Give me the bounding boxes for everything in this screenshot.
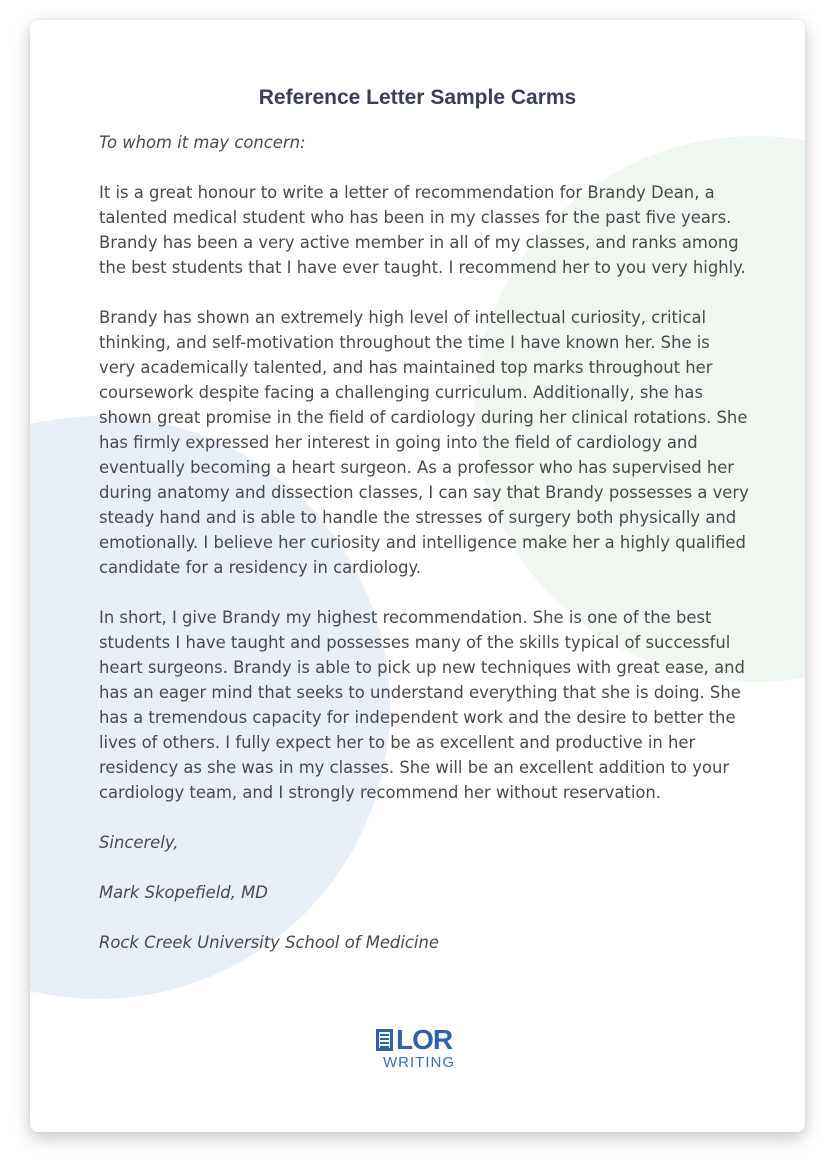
signer-institution: Rock Creek University School of Medicine: [99, 933, 439, 952]
salutation: To whom it may concern:: [99, 133, 306, 152]
logo-word: LOR: [396, 1024, 453, 1055]
logo-subtitle: WRITING: [383, 1054, 455, 1071]
letter-page: [30, 20, 805, 1132]
document-icon: [376, 1029, 393, 1051]
paragraph-1: It is a great honour to write a letter of recommendation for Brandy Dean, a talented medical student who has been in my classes for the past five years. Brandy has been a very active member in all of my classes, and ranks among the best students that I have ever taught. I recommend her to you very highly.: [99, 183, 746, 277]
paragraph-3: In short, I give Brandy my highest recommendation. She is one of the best students I have taught and possesses many of the skills typical of successful heart surgeons. Brandy is able to pick up new techniques with great ease, and has an eager mind that seeks to understand everything that she is doing. She has a tremendous capacity for independent work and the desire to better the lives of others. I fully expect her to be as excellent and productive in her residency as she was in my classes. She will be an excellent addition to your cardiology team, and I strongly recommend her without reservation.: [99, 608, 745, 802]
letter-body: [99, 130, 749, 980]
letter-title: Reference Letter Sample Carms: [258, 86, 577, 109]
paragraph-2: Brandy has shown an extremely high level of intellectual curiosity, critical thinking, and self-motivation throughout the time I have known her. She is very academically talented, and has maintained top marks throughout her coursework despite facing a challenging curriculum. Additionally, she has shown great promise in the field of cardiology during her clinical rotations. She has firmly expressed her interest in going into the field of cardiology and eventually becoming a heart surgeon. As a professor who has supervised her during anatomy and dissection classes, I can say that Brandy possesses a very steady hand and is able to handle the stresses of surgery both physically and emotionally. I believe her curiosity and intelligence make her a highly qualified candidate for a residency in cardiology.: [99, 308, 749, 577]
lor-writing-logo: [376, 1026, 466, 1072]
closing: Sincerely,: [99, 833, 179, 852]
signer-name: Mark Skopefield, MD: [99, 883, 268, 902]
